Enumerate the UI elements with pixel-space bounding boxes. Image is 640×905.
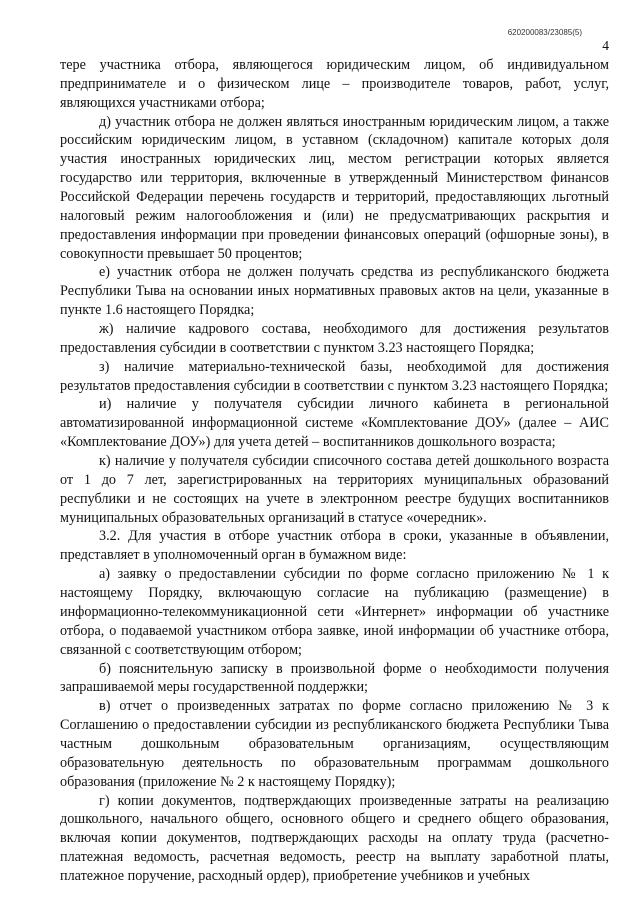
paragraph-item-zh: ж) наличие кадрового состава, необходимого для достижения результатов предоставления субсидии в соответствии с пунктом 3.23 настоящего Порядка; — [60, 321, 609, 356]
page-number: 4 — [602, 38, 609, 53]
paragraph-clause-3-2: 3.2. Для участия в отборе участник отбора в сроки, указанные в объявлении, представляет в уполномоченный орган в бумажном виде: — [60, 528, 609, 564]
paragraph-item-i: и) наличие у получателя субсидии личного кабинета в региональной автоматизированной информационной системе «Комплектование ДОУ» (далее – АИС «Комплектование ДОУ») для учета детей – воспитанников дошкольного возраста; — [60, 396, 609, 451]
paragraph-item-z: з) наличие материально-технической базы, необходимой для достижения результатов предоставления субсидии в соответствии с пунктом 3.23 настоящего Порядка; — [60, 358, 609, 394]
paragraph-item-b: б) пояснительную записку в произвольной форме о необходимости получения запрашиваемой меры государственной поддержки; — [60, 660, 609, 696]
document-code: 620200083/23085(5) — [507, 28, 582, 37]
document-body — [60, 56, 609, 886]
paragraph-item-k: к) наличие у получателя субсидии списочного состава детей дошкольного возраста от 1 до 7 лет, зарегистрированных на территориях муниципальных образований республики и не состоящих на учете в электронном реестре будущих воспитанников муниципальных образовательных организаций в статусе «очередник». — [60, 453, 609, 526]
paragraph-item-a: а) заявку о предоставлении субсидии по форме согласно приложению № 1 к настоящему Порядку, включающую согласие на публикацию (размещение) в информационно-телекоммуникационной сети «Интернет» информации об участнике отбора, о подаваемой участником отбора заявке, иной информации об участнике отбора, связанной с соответствующим отбором; — [60, 566, 609, 658]
paragraph-item-v: в) отчет о произведенных затратах по форме согласно приложению № 3 к Соглашению о предоставлении субсидии из республиканского бюджета Республики Тыва частным дошкольным образовательным организациям, осуществляющим образовательную деятельность по образовательным программам дошкольного образования (приложение № 2 к настоящему Порядку); — [60, 698, 609, 790]
paragraph-continuation: тере участника отбора, являющегося юридическим лицом, об индивидуальном предпринимателе и о физическом лице – производителе товаров, работ, услуг, являющихся участниками отбора; — [60, 57, 609, 111]
paragraph-item-d: д) участник отбора не должен являться иностранным юридическим лицом, а также российским юридическим лицом, в уставном (складочном) капитале которых доля участия иностранных юридических лиц, местом регистрации которых является государство или территория, включенные в утвержденный Министерством финансов Российской Федерации перечень государств и территорий, предоставляющих льготный налоговый режим налогообложения и (или) не предусматривающих раскрытия и предоставления информации при проведении финансовых операций (офшорные зоны), в совокупности превышает 50 процентов; — [60, 113, 609, 262]
paragraph-item-e: е) участник отбора не должен получать средства из республиканского бюджета Республики Тыва на основании иных нормативных правовых актов на цели, указанные в пункте 1.6 настоящего Порядка; — [60, 264, 609, 319]
paragraph-item-g: г) копии документов, подтверждающих произведенные затраты на реализацию дошкольного, начального общего, основного общего и среднего общего образования, включая копии документов, подтверждающих расходы на оплату труда (расчетно-платежная ведомость, расчетная ведомость, реестр на выплату заработной платы, платежное поручение, расходный ордер), приобретение учебников и учебных — [60, 792, 609, 884]
